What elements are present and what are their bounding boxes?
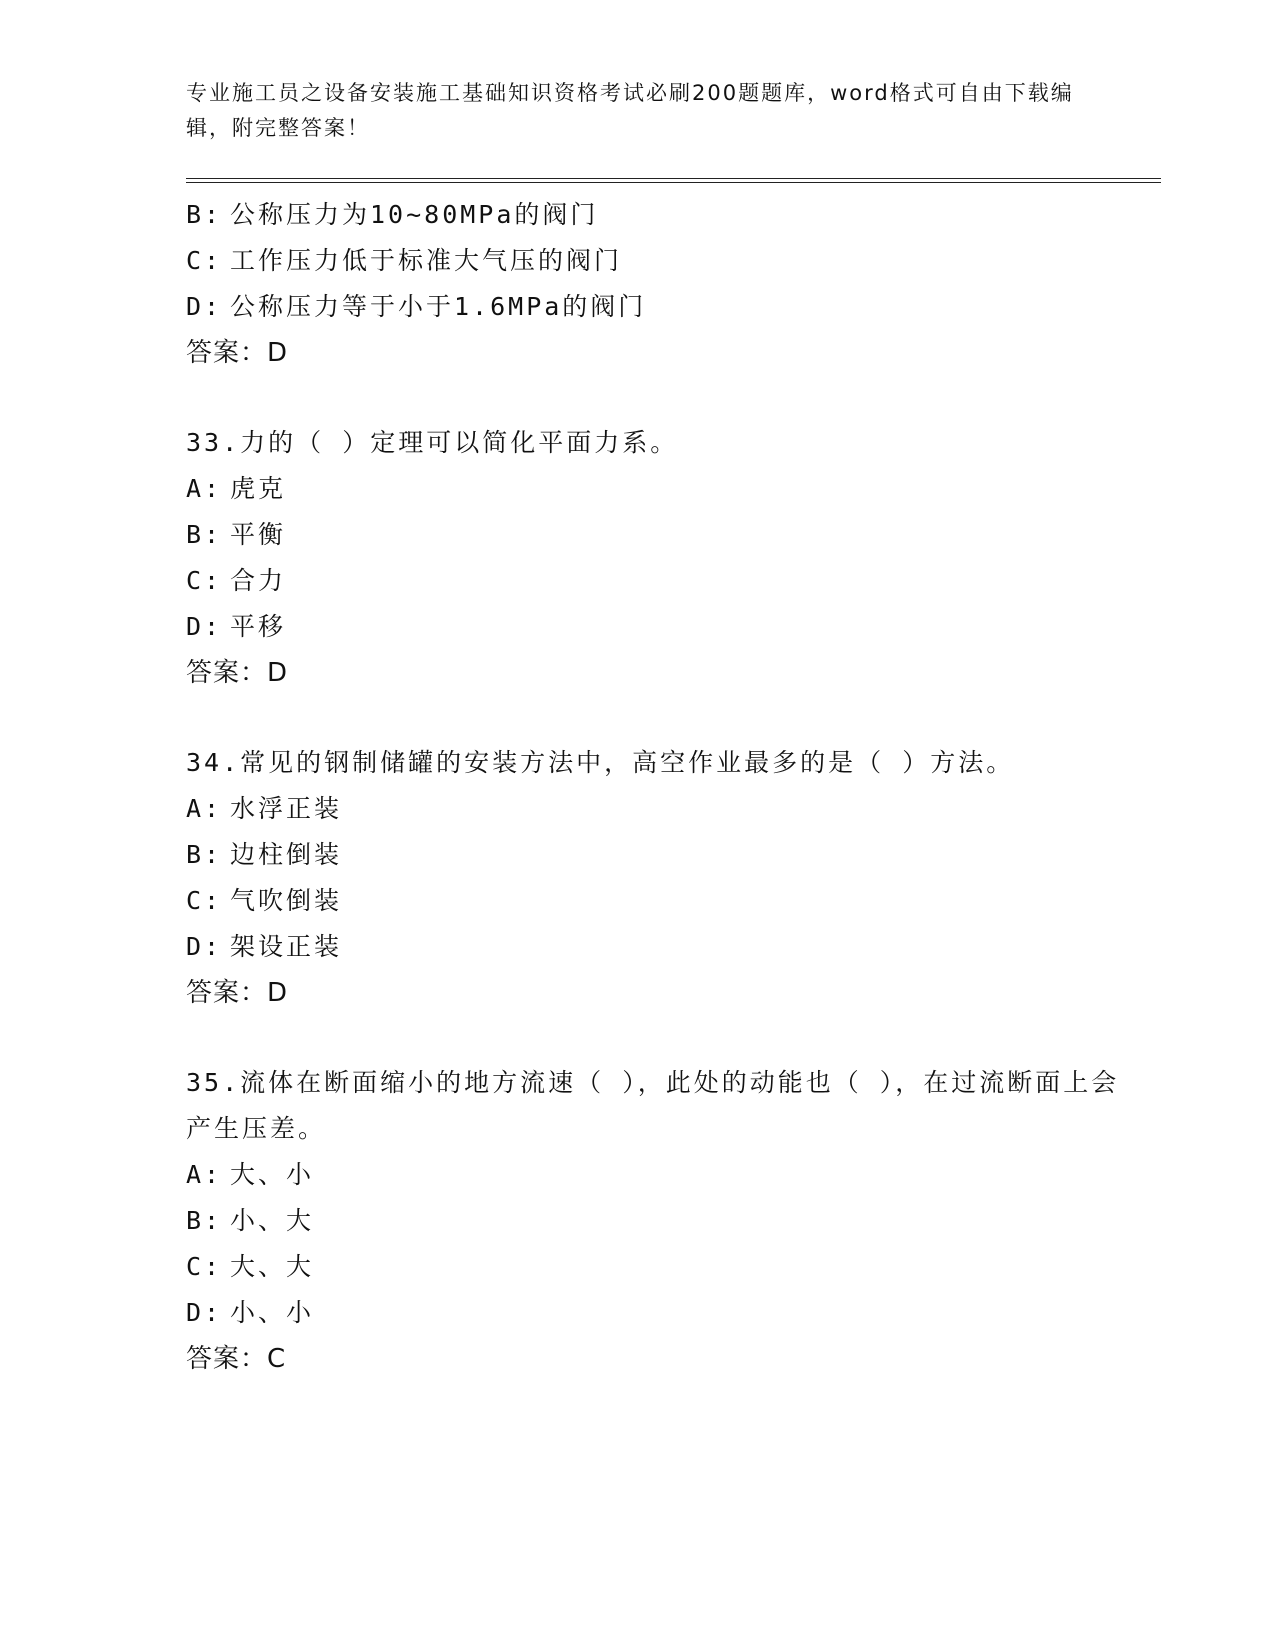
option-text: 虎克 [230, 474, 287, 503]
question-stem: 35.流体在断面缩小的地方流速（ ），此处的动能也（ ），在过流断面上会产生压差。 [186, 1068, 1120, 1143]
option-text: 公称压力等于小于1.6MPa的阀门 [230, 292, 647, 321]
option-d [186, 924, 1146, 970]
document-header: 专业施工员之设备安装施工基础知识资格考试必刷200题题库，word格式可自由下载编辑，附完整答案！ [186, 81, 1074, 140]
option-label: D: [186, 612, 223, 641]
option-b [186, 832, 1146, 878]
option-text: 工作压力低于标准大气压的阀门 [230, 246, 623, 275]
question-34 [186, 740, 1146, 1016]
option-d [186, 604, 1146, 650]
option-c [186, 878, 1146, 924]
option-a [186, 1152, 1146, 1198]
prev-question [186, 192, 1146, 376]
option-label: A: [186, 794, 223, 823]
question-stem: 33.力的（ ）定理可以简化平面力系。 [186, 428, 679, 457]
question-35 [186, 1060, 1146, 1382]
header-divider [186, 178, 1161, 183]
answer: 答案：D [186, 658, 289, 688]
option-label: A: [186, 474, 223, 503]
option-c [186, 238, 1146, 284]
option-label: B: [186, 1206, 223, 1235]
answer: 答案：C [186, 1344, 287, 1374]
option-a [186, 786, 1146, 832]
question-list [186, 192, 1146, 1382]
option-label: D: [186, 932, 223, 961]
option-d [186, 1290, 1146, 1336]
option-d [186, 284, 1146, 330]
spacer [186, 1016, 1146, 1060]
spacer [186, 696, 1146, 740]
option-text: 大、小 [230, 1160, 315, 1189]
option-text: 小、大 [230, 1206, 315, 1235]
option-label: B: [186, 840, 223, 869]
option-text: 边柱倒装 [230, 840, 343, 869]
option-label: B: [186, 200, 223, 229]
option-b [186, 1198, 1146, 1244]
option-text: 合力 [230, 566, 287, 595]
option-text: 平衡 [230, 520, 287, 549]
option-text: 公称压力为10~80MPa的阀门 [230, 200, 599, 229]
option-c [186, 558, 1146, 604]
option-label: C: [186, 1252, 223, 1281]
option-text: 气吹倒装 [230, 886, 343, 915]
answer: 答案：D [186, 338, 289, 368]
spacer [186, 376, 1146, 420]
question-33 [186, 420, 1146, 696]
answer: 答案：D [186, 978, 289, 1008]
question-stem: 34.常见的钢制储罐的安装方法中，高空作业最多的是（ ）方法。 [186, 748, 1015, 777]
option-label: D: [186, 1298, 223, 1327]
option-text: 平移 [230, 612, 287, 641]
option-label: C: [186, 246, 223, 275]
option-label: A: [186, 1160, 223, 1189]
option-b [186, 512, 1146, 558]
option-b [186, 192, 1146, 238]
option-text: 小、小 [230, 1298, 315, 1327]
option-label: D: [186, 292, 223, 321]
option-label: C: [186, 886, 223, 915]
option-text: 水浮正装 [230, 794, 343, 823]
option-label: C: [186, 566, 223, 595]
option-text: 架设正装 [230, 932, 343, 961]
option-label: B: [186, 520, 223, 549]
option-c [186, 1244, 1146, 1290]
option-a [186, 466, 1146, 512]
option-text: 大、大 [230, 1252, 315, 1281]
